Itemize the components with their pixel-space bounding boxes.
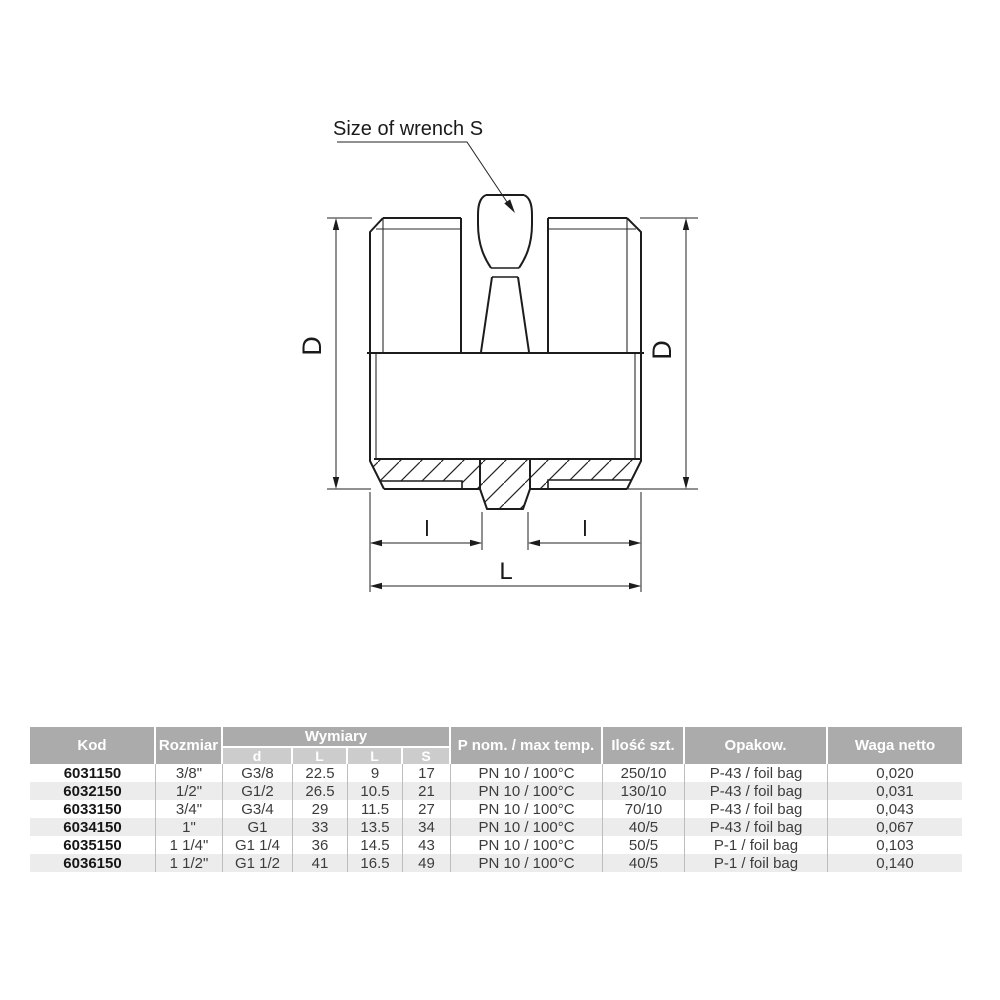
cell-l1: 26.5	[293, 782, 348, 800]
cell-l2: 11.5	[348, 800, 403, 818]
col-header-pnom: P nom. / max temp.	[451, 727, 603, 764]
dim-label-d-left: D	[297, 336, 327, 356]
cell-kod: 6035150	[30, 836, 156, 854]
cell-ilosc: 70/10	[603, 800, 685, 818]
cell-kod: 6033150	[30, 800, 156, 818]
cell-l2: 13.5	[348, 818, 403, 836]
cell-rozmiar: 1/2"	[156, 782, 223, 800]
cell-ilosc: 130/10	[603, 782, 685, 800]
cell-d: G1/2	[223, 782, 293, 800]
section-hatch	[371, 459, 640, 509]
cell-s: 21	[403, 782, 451, 800]
table-row	[30, 800, 962, 818]
cell-s: 17	[403, 764, 451, 782]
table-row	[30, 764, 962, 782]
cell-kod: 6031150	[30, 764, 156, 782]
cell-s: 34	[403, 818, 451, 836]
cell-pnom: PN 10 / 100°C	[451, 836, 603, 854]
cell-opakow: P-43 / foil bag	[685, 782, 828, 800]
cell-d: G1	[223, 818, 293, 836]
dim-label-l-left: l	[424, 516, 430, 541]
dim-label-overall-length: L	[499, 558, 513, 585]
cell-waga: 0,067	[828, 818, 962, 836]
cell-rozmiar: 1 1/4"	[156, 836, 223, 854]
cell-rozmiar: 1 1/2"	[156, 854, 223, 872]
cell-kod: 6036150	[30, 854, 156, 872]
cell-l2: 16.5	[348, 854, 403, 872]
wrench-profile	[478, 195, 532, 352]
table-row	[30, 818, 962, 836]
cell-waga: 0,140	[828, 854, 962, 872]
cell-pnom: PN 10 / 100°C	[451, 800, 603, 818]
col-subheader-l1: L	[293, 748, 348, 764]
thread-root-lines	[376, 218, 636, 459]
cell-pnom: PN 10 / 100°C	[451, 854, 603, 872]
cell-ilosc: 40/5	[603, 818, 685, 836]
cell-d: G1 1/2	[223, 854, 293, 872]
cell-l1: 33	[293, 818, 348, 836]
table-row	[30, 854, 962, 872]
col-header-rozmiar: Rozmiar	[156, 727, 223, 764]
wrench-size-label: Size of wrench S	[333, 118, 484, 140]
cell-kod: 6032150	[30, 782, 156, 800]
col-header-opakow: Opakow.	[685, 727, 828, 764]
cell-ilosc: 50/5	[603, 836, 685, 854]
cell-d: G1 1/4	[223, 836, 293, 854]
cell-ilosc: 40/5	[603, 854, 685, 872]
cell-waga: 0,043	[828, 800, 962, 818]
cell-l2: 14.5	[348, 836, 403, 854]
cell-l1: 29	[293, 800, 348, 818]
col-header-kod: Kod	[30, 727, 156, 764]
cell-l1: 41	[293, 854, 348, 872]
dimension-arrowheads	[333, 199, 689, 589]
cell-opakow: P-1 / foil bag	[685, 836, 828, 854]
cell-waga: 0,020	[828, 764, 962, 782]
cell-opakow: P-43 / foil bag	[685, 764, 828, 782]
col-subheader-l2: L	[348, 748, 403, 764]
col-header-ilosc: Ilość szt.	[603, 727, 685, 764]
cell-opakow: P-1 / foil bag	[685, 854, 828, 872]
cell-pnom: PN 10 / 100°C	[451, 764, 603, 782]
cell-d: G3/4	[223, 800, 293, 818]
cell-rozmiar: 3/8"	[156, 764, 223, 782]
cell-s: 49	[403, 854, 451, 872]
cell-d: G3/8	[223, 764, 293, 782]
col-subheader-s: S	[403, 748, 451, 764]
cell-waga: 0,103	[828, 836, 962, 854]
cell-s: 27	[403, 800, 451, 818]
cell-pnom: PN 10 / 100°C	[451, 818, 603, 836]
dim-label-d-right: D	[647, 340, 677, 360]
cell-l2: 9	[348, 764, 403, 782]
table-row	[30, 782, 962, 800]
cell-kod: 6034150	[30, 818, 156, 836]
col-subheader-d: d	[223, 748, 293, 764]
cell-s: 43	[403, 836, 451, 854]
cell-waga: 0,031	[828, 782, 962, 800]
col-header-waga: Waga netto	[828, 727, 962, 764]
cell-pnom: PN 10 / 100°C	[451, 782, 603, 800]
cell-opakow: P-43 / foil bag	[685, 818, 828, 836]
dim-label-l-right: l	[582, 516, 588, 541]
cell-opakow: P-43 / foil bag	[685, 800, 828, 818]
cell-rozmiar: 1"	[156, 818, 223, 836]
table-row	[30, 836, 962, 854]
cell-ilosc: 250/10	[603, 764, 685, 782]
cell-l1: 36	[293, 836, 348, 854]
product-table	[30, 727, 962, 872]
cell-l2: 10.5	[348, 782, 403, 800]
cell-l1: 22.5	[293, 764, 348, 782]
cell-rozmiar: 3/4"	[156, 800, 223, 818]
col-header-wymiary: Wymiary	[223, 727, 451, 748]
